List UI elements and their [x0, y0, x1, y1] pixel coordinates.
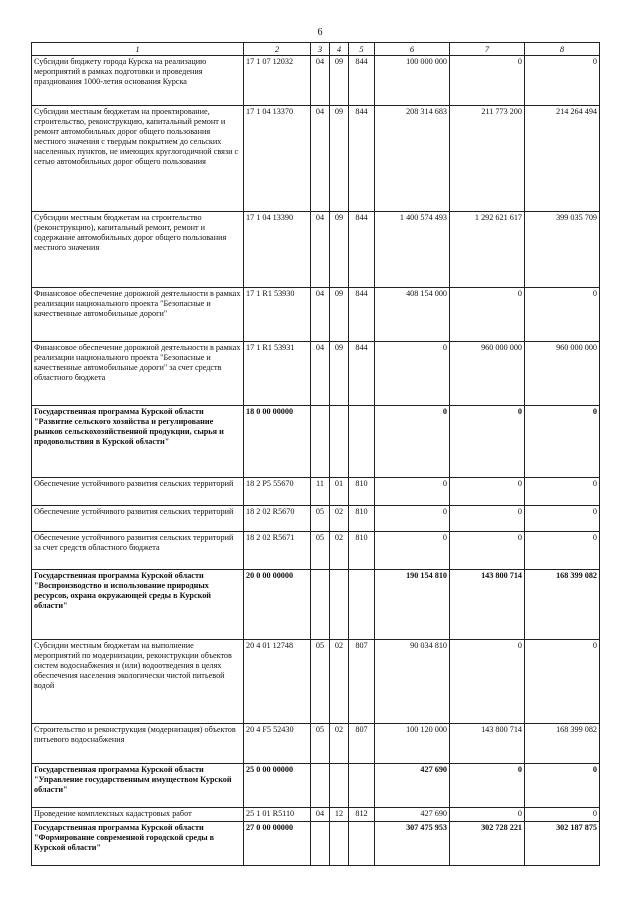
row-name: Финансовое обеспечение дорожной деятельности в рамках реализации национального проекта "Безопасные и качественные автомобильные дороги" за счет средств областного бюджета	[32, 342, 244, 406]
row-amount-col8: 214 264 494	[525, 106, 600, 212]
row-amount-col6: 0	[375, 478, 450, 506]
row-section: 04	[311, 212, 330, 288]
row-amount-col8: 0	[525, 56, 600, 106]
header-cell: 8	[525, 43, 600, 56]
row-subsection: 12	[330, 808, 349, 822]
budget-table	[31, 42, 600, 866]
row-code: 17 1 07 12032	[244, 56, 311, 106]
row-section: 04	[311, 56, 330, 106]
row-code: 20 0 00 00000	[244, 570, 311, 640]
row-amount-col8: 0	[525, 478, 600, 506]
row-amount-col7: 0	[450, 56, 525, 106]
row-name: Обеспечение устойчивого развития сельских территорий	[32, 478, 244, 506]
table-row-program	[32, 406, 600, 478]
row-expense-type: 844	[349, 288, 375, 342]
row-amount-col6: 100 120 000	[375, 724, 450, 764]
table-row	[32, 342, 600, 406]
row-expense-type	[349, 822, 375, 866]
row-code: 18 2 P5 55670	[244, 478, 311, 506]
row-amount-col8: 0	[525, 406, 600, 478]
row-expense-type: 810	[349, 506, 375, 532]
row-expense-type: 812	[349, 808, 375, 822]
row-name: Обеспечение устойчивого развития сельских территорий за счет средств областного бюджета	[32, 532, 244, 570]
row-expense-type: 844	[349, 56, 375, 106]
row-code: 18 0 00 00000	[244, 406, 311, 478]
row-subsection: 09	[330, 212, 349, 288]
table-row	[32, 106, 600, 212]
header-cell: 3	[311, 43, 330, 56]
row-name: Субсидии местным бюджетам на строительство (реконструкцию), капитальный ремонт, ремонт и содержание автомобильных дорог общего пользования местного значения	[32, 212, 244, 288]
row-code: 25 1 01 R5110	[244, 808, 311, 822]
row-amount-col6: 0	[375, 342, 450, 406]
row-amount-col7: 1 292 621 617	[450, 212, 525, 288]
row-code: 20 4 01 12748	[244, 640, 311, 724]
row-name: Государственная программа Курской области "Формирование современной городской среды в Курской области"	[32, 822, 244, 866]
row-amount-col6: 90 034 810	[375, 640, 450, 724]
row-amount-col8: 0	[525, 764, 600, 808]
row-subsection	[330, 406, 349, 478]
row-name: Субсидии местным бюджетам на выполнение мероприятий по модернизации, реконструкции объектов систем водоснабжения и (или) водоотведения в целях обеспечения населения экологически чистой питьевой водой	[32, 640, 244, 724]
page-number: 6	[317, 27, 323, 38]
row-amount-col8: 0	[525, 506, 600, 532]
row-amount-col6: 0	[375, 506, 450, 532]
row-subsection: 02	[330, 532, 349, 570]
row-amount-col6: 100 000 000	[375, 56, 450, 106]
row-section: 05	[311, 724, 330, 764]
row-amount-col8: 399 035 709	[525, 212, 600, 288]
row-subsection: 09	[330, 288, 349, 342]
row-amount-col6: 427 690	[375, 808, 450, 822]
table-row	[32, 808, 600, 822]
row-code: 17 1 04 13390	[244, 212, 311, 288]
row-section	[311, 764, 330, 808]
row-name: Субсидии местным бюджетам на проектирование, строительство, реконструкцию, капитальный ремонт и ремонт автомобильных дорог общего пользования местного значения с твердым покрытием до сельских населенных пунктов, не имеющих круглогодичной связи с сетью автомобильных дорог общего пользования	[32, 106, 244, 212]
row-section: 04	[311, 106, 330, 212]
row-amount-col6: 208 314 683	[375, 106, 450, 212]
row-amount-col8: 168 399 082	[525, 570, 600, 640]
row-amount-col8: 960 000 000	[525, 342, 600, 406]
table-row	[32, 56, 600, 106]
row-expense-type: 807	[349, 724, 375, 764]
row-code: 18 2 02 R5671	[244, 532, 311, 570]
row-name: Государственная программа Курской области "Воспроизводство и использование природных ресурсов, охрана окружающей среды в Курской области"	[32, 570, 244, 640]
row-amount-col7: 143 800 714	[450, 570, 525, 640]
row-code: 17 1 R1 53930	[244, 288, 311, 342]
table-row	[32, 532, 600, 570]
row-expense-type: 810	[349, 478, 375, 506]
row-amount-col7: 211 773 200	[450, 106, 525, 212]
row-section: 04	[311, 342, 330, 406]
row-subsection: 02	[330, 640, 349, 724]
row-section: 05	[311, 640, 330, 724]
table-row	[32, 724, 600, 764]
row-code: 20 4 F5 52430	[244, 724, 311, 764]
row-name: Финансовое обеспечение дорожной деятельности в рамках реализации национального проекта "Безопасные и качественные автомобильные дороги"	[32, 288, 244, 342]
table-row	[32, 478, 600, 506]
row-amount-col7: 0	[450, 406, 525, 478]
row-expense-type: 807	[349, 640, 375, 724]
header-row	[32, 43, 600, 56]
row-name: Обеспечение устойчивого развития сельских территорий	[32, 506, 244, 532]
table-row	[32, 640, 600, 724]
table-row	[32, 212, 600, 288]
row-expense-type	[349, 406, 375, 478]
row-section	[311, 570, 330, 640]
row-subsection	[330, 764, 349, 808]
row-amount-col7: 0	[450, 808, 525, 822]
row-name: Субсидии бюджету города Курска на реализацию мероприятий в рамках подготовки и проведения празднования 1000-летия основания Курска	[32, 56, 244, 106]
row-code: 25 0 00 00000	[244, 764, 311, 808]
table-row-program	[32, 822, 600, 866]
row-amount-col7: 0	[450, 506, 525, 532]
table-row	[32, 288, 600, 342]
row-amount-col6: 190 154 810	[375, 570, 450, 640]
table-row-program	[32, 764, 600, 808]
row-amount-col6: 427 690	[375, 764, 450, 808]
row-subsection: 09	[330, 342, 349, 406]
row-name: Строительство и реконструкция (модернизация) объектов питьевого водоснабжения	[32, 724, 244, 764]
header-cell: 7	[450, 43, 525, 56]
row-expense-type: 810	[349, 532, 375, 570]
header-cell: 2	[244, 43, 311, 56]
row-expense-type: 844	[349, 212, 375, 288]
row-amount-col7: 0	[450, 764, 525, 808]
row-amount-col6: 1 400 574 493	[375, 212, 450, 288]
row-amount-col7: 143 800 714	[450, 724, 525, 764]
row-subsection: 02	[330, 506, 349, 532]
row-code: 17 1 R1 53931	[244, 342, 311, 406]
row-expense-type	[349, 570, 375, 640]
header-cell: 4	[330, 43, 349, 56]
row-section	[311, 822, 330, 866]
row-amount-col7: 0	[450, 478, 525, 506]
row-code: 18 2 02 R5670	[244, 506, 311, 532]
row-amount-col8: 302 187 875	[525, 822, 600, 866]
row-expense-type	[349, 764, 375, 808]
row-name: Государственная программа Курской области "Управление государственным имуществом Курской области"	[32, 764, 244, 808]
row-subsection	[330, 570, 349, 640]
row-amount-col7: 0	[450, 532, 525, 570]
row-section: 05	[311, 506, 330, 532]
row-amount-col7: 960 000 000	[450, 342, 525, 406]
row-amount-col8: 0	[525, 532, 600, 570]
row-amount-col8: 168 399 082	[525, 724, 600, 764]
row-section: 05	[311, 532, 330, 570]
table-row	[32, 506, 600, 532]
row-subsection: 01	[330, 478, 349, 506]
header-cell: 5	[349, 43, 375, 56]
row-amount-col8: 0	[525, 808, 600, 822]
row-subsection: 09	[330, 56, 349, 106]
row-section: 04	[311, 288, 330, 342]
row-amount-col6: 0	[375, 406, 450, 478]
row-amount-col7: 0	[450, 640, 525, 724]
row-amount-col8: 0	[525, 288, 600, 342]
row-section: 11	[311, 478, 330, 506]
row-subsection: 02	[330, 724, 349, 764]
row-subsection	[330, 822, 349, 866]
row-amount-col6: 307 475 953	[375, 822, 450, 866]
row-code: 17 1 04 13370	[244, 106, 311, 212]
row-amount-col7: 302 728 221	[450, 822, 525, 866]
row-section: 04	[311, 808, 330, 822]
row-amount-col6: 408 154 000	[375, 288, 450, 342]
row-name: Проведение комплексных кадастровых работ	[32, 808, 244, 822]
row-amount-col8: 0	[525, 640, 600, 724]
row-code: 27 0 00 00000	[244, 822, 311, 866]
table-row-program	[32, 570, 600, 640]
row-subsection: 09	[330, 106, 349, 212]
header-cell: 1	[32, 43, 244, 56]
row-name: Государственная программа Курской области "Развитие сельского хозяйства и регулирование рынков сельскохозяйственной продукции, сырья и продовольствия в Курской области"	[32, 406, 244, 478]
row-expense-type: 844	[349, 342, 375, 406]
header-cell: 6	[375, 43, 450, 56]
row-section	[311, 406, 330, 478]
row-amount-col7: 0	[450, 288, 525, 342]
row-amount-col6: 0	[375, 532, 450, 570]
row-expense-type: 844	[349, 106, 375, 212]
